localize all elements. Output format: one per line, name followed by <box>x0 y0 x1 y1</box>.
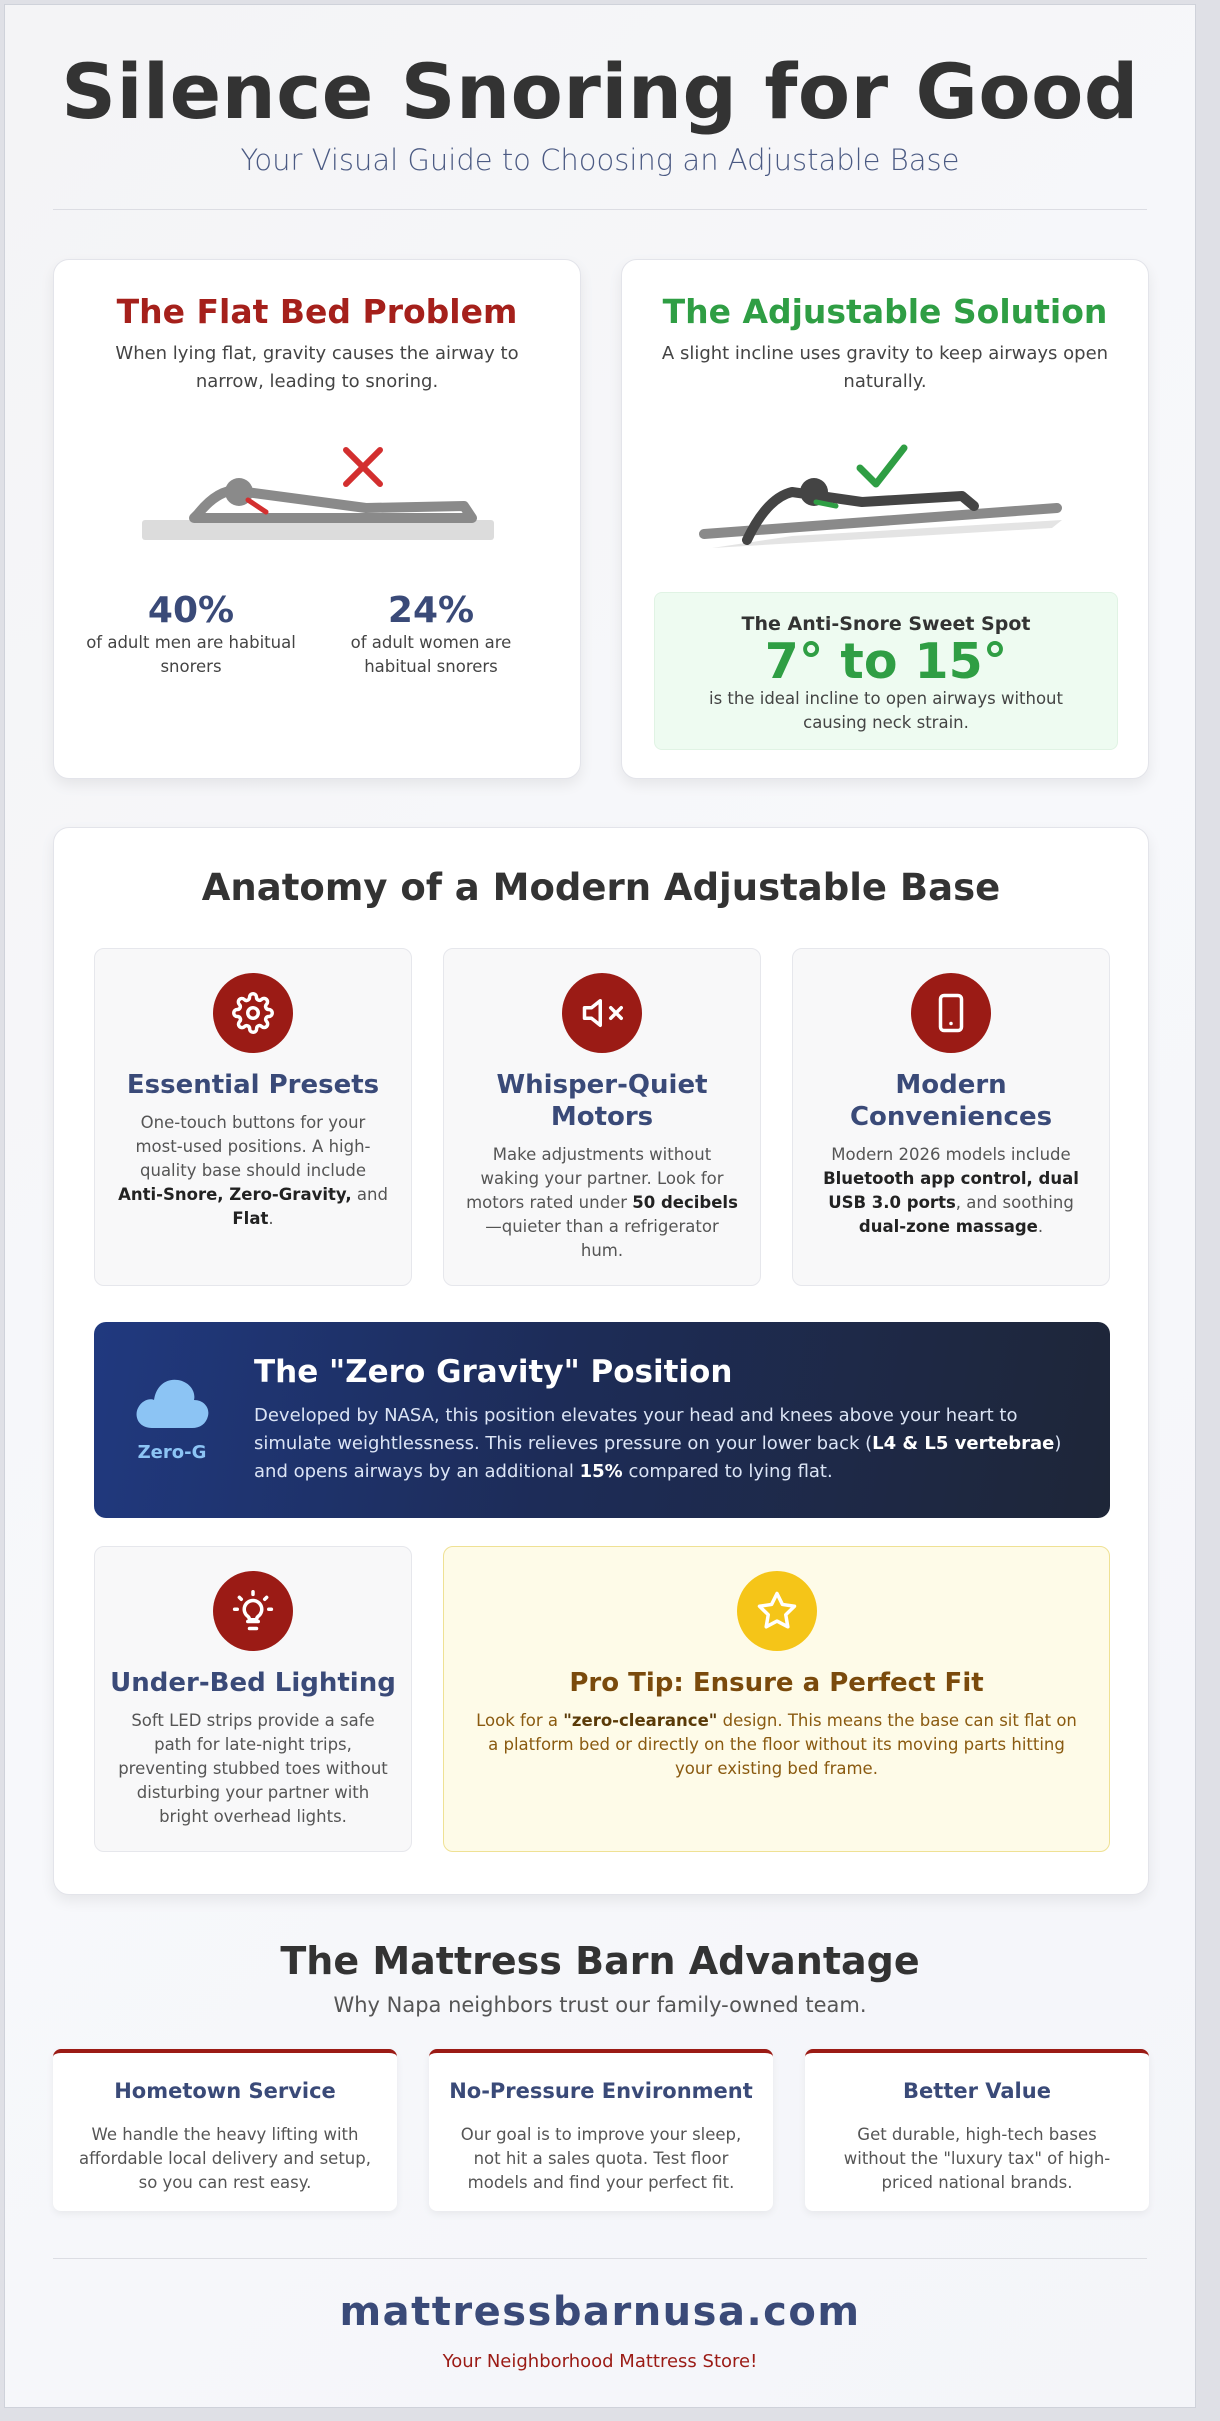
solution-description: A slight incline uses gravity to keep airways open naturally. <box>661 343 1109 392</box>
smartphone-icon <box>911 973 991 1053</box>
pro-tip-box <box>443 1546 1110 1852</box>
advantage-card-title: Hometown Service <box>114 2079 336 2103</box>
advantage-card-title: No-Pressure Environment <box>449 2079 753 2103</box>
flat-bed-problem-card <box>53 259 581 779</box>
feature-whisper-quiet-motors <box>443 948 761 1286</box>
tagline: Your Neighborhood Mattress Store! <box>442 2351 758 2372</box>
advantage-card-better-value <box>805 2049 1149 2211</box>
feature-title: Whisper-Quiet Motors <box>496 1070 708 1132</box>
mute-icon <box>562 973 642 1053</box>
zero-gravity-title: The "Zero Gravity" Position <box>254 1354 733 1390</box>
advantage-card-title: Better Value <box>903 2079 1051 2103</box>
advantage-card-no-pressure <box>429 2049 773 2211</box>
zero-gravity-banner <box>94 1322 1110 1518</box>
sweet-spot-heading: The Anti-Snore Sweet Spot <box>741 613 1031 635</box>
anatomy-card <box>53 827 1149 1895</box>
sweet-spot-range: 7° to 15° <box>764 633 1008 690</box>
flat-bed-illustration <box>134 440 504 550</box>
adjustable-bed-illustration <box>692 440 1082 550</box>
advantage-card-hometown-service <box>53 2049 397 2211</box>
feature-title: Modern Conveniences <box>849 1070 1053 1132</box>
solution-title: The Adjustable Solution <box>662 292 1108 331</box>
feature-description: Make adjustments without waking your partner. Look for motors rated under 50 decibels—quieter than a refrigerator hum. <box>466 1145 738 1260</box>
feature-description: Modern 2026 models include Bluetooth app control, dual USB 3.0 ports, and soothing dual-zone massage. <box>823 1145 1079 1236</box>
advantage-card-text: We handle the heavy lifting with affordable local delivery and setup, so you can rest easy. <box>79 2125 371 2192</box>
divider <box>53 209 1147 210</box>
anatomy-title: Anatomy of a Modern Adjustable Base <box>201 866 1001 909</box>
star-icon <box>737 1571 817 1651</box>
advantage-card-text: Our goal is to improve your sleep, not hit a sales quota. Test floor models and find your perfect fit. <box>460 2125 742 2192</box>
advantage-subtitle: Why Napa neighbors trust our family-owned team. <box>333 1993 867 2017</box>
feature-essential-presets <box>94 948 412 1286</box>
zero-g-badge <box>132 1370 212 1463</box>
page-title: Silence Snoring for Good <box>61 47 1139 136</box>
divider <box>53 2258 1147 2259</box>
site-url-link[interactable]: mattressbarnusa.com <box>339 2289 861 2335</box>
cloud-icon <box>132 1370 212 1432</box>
gear-icon <box>213 973 293 1053</box>
stat-women: 24% of adult women are habitual snorers <box>350 590 512 676</box>
zero-g-label: Zero-G <box>137 1442 207 1463</box>
advantage-title: The Mattress Barn Advantage <box>280 1939 920 1983</box>
lightbulb-icon <box>213 1571 293 1651</box>
feature-title: Essential Presets <box>126 1070 380 1100</box>
infographic-page <box>4 4 1196 2408</box>
feature-description: Soft LED strips provide a safe path for late-night trips, preventing stubbed toes without disturbing your partner with bright overhead lights. <box>118 1711 388 1826</box>
adjustable-solution-card <box>621 259 1149 779</box>
problem-title: The Flat Bed Problem <box>116 292 518 331</box>
feature-description: One-touch buttons for your most-used positions. A high-quality base should include Anti-Snore, Zero-Gravity, and Flat. <box>118 1113 388 1228</box>
sweet-spot-note: is the ideal incline to open airways without causing neck strain. <box>709 689 1063 732</box>
checkmark-icon <box>860 448 904 484</box>
problem-description: When lying flat, gravity causes the airway to narrow, leading to snoring. <box>115 343 519 392</box>
feature-title: Under-Bed Lighting <box>110 1668 396 1698</box>
pro-tip-title: Pro Tip: Ensure a Perfect Fit <box>569 1668 984 1698</box>
x-mark-icon <box>346 450 380 484</box>
advantage-card-text: Get durable, high-tech bases without the "luxury tax" of high-priced national brands. <box>843 2125 1111 2192</box>
pro-tip-description: Look for a "zero-clearance" design. This means the base can sit flat on a platform bed or directly on the floor without its moving parts hitting your existing bed frame. <box>476 1711 1077 1778</box>
feature-under-bed-lighting <box>94 1546 412 1852</box>
stat-men: 40% of adult men are habitual snorers <box>86 590 296 676</box>
page-subtitle: Your Visual Guide to Choosing an Adjustable Base <box>240 143 960 177</box>
feature-modern-conveniences <box>792 948 1110 1286</box>
sweet-spot-box <box>654 592 1118 750</box>
zero-gravity-description: Developed by NASA, this position elevates your head and knees above your heart to simulate weightlessness. This relieves pressure on your lower back (L4 & L5 vertebrae) and opens airways by an additional 15% compared to lying flat. <box>254 1405 1062 1482</box>
